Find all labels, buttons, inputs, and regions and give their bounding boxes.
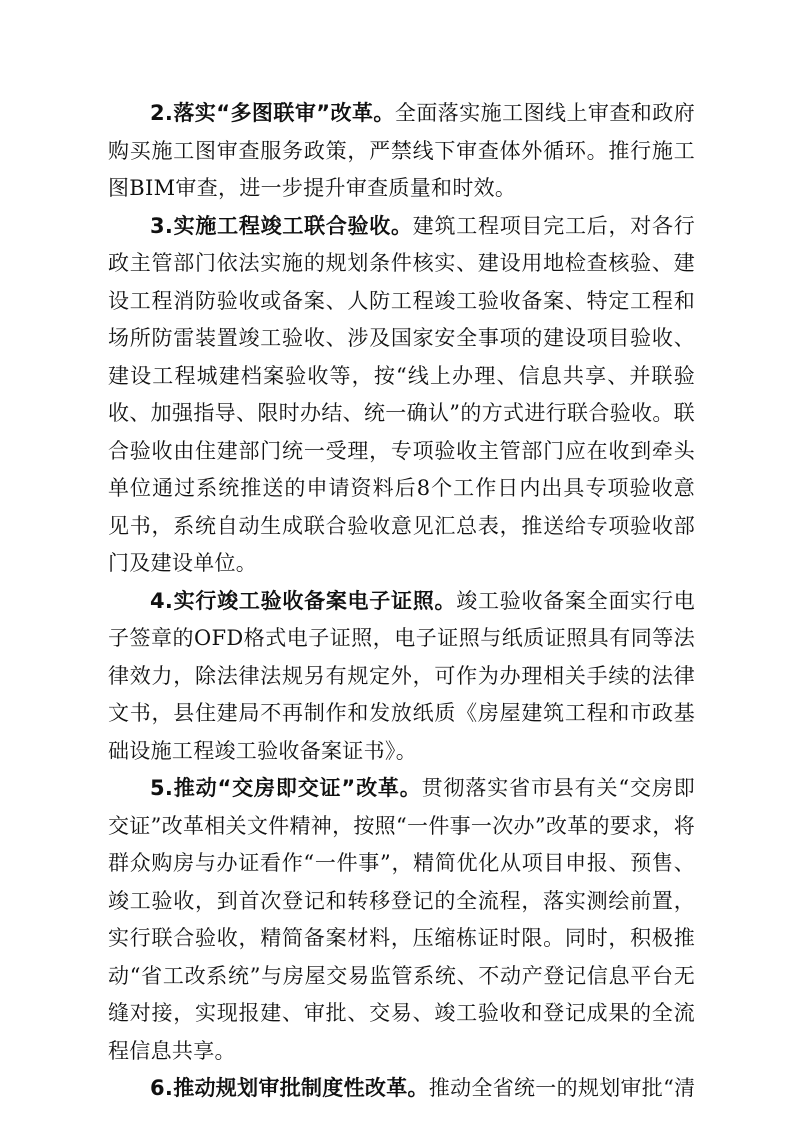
paragraph-handover-certificate xyxy=(108,770,695,1070)
paragraph-body: 竣工验收备案全面实行电子签章的OFD格式电子证照，电子证照与纸质证照具有同等法律效力，除法律法规另有规定外，可作为办理相关手续的法律文书，县住建局不再制作和发放纸质《房屋建筑工程和市政基础设施工程竣工验收备案证书》。 xyxy=(108,588,695,763)
paragraph-heading: 3.实施工程竣工联合验收。 xyxy=(150,213,413,238)
paragraph-multi-drawing-review xyxy=(108,95,695,208)
paragraph-heading: 4.实行竣工验收备案电子证照。 xyxy=(150,588,457,613)
paragraph-body: 贯彻落实省市县有关“交房即交证”改革相关文件精神，按照“一件事一次办”改革的要求，将群众购房与办证看作“一件事”，精简优化从项目申报、预售、竣工验收，到首次登记和转移登记的全流程，落实测绘前置，实行联合验收，精简备案材料，压缩栋证时限。同时，积极推动“省工改系统”与房屋交易监管系统、不动产登记信息平台无缝对接，实现报建、审批、交易、竣工验收和登记成果的全流程信息共享。 xyxy=(108,776,695,1063)
paragraph-body: 全面落实施工图线上审查和政府购买施工图审查服务政策，严禁线下审查体外循环。推行施工图BIM审查，进一步提升审查质量和时效。 xyxy=(108,101,695,200)
paragraph-joint-acceptance xyxy=(108,208,695,583)
paragraph-heading: 6.推动规划审批制度性改革。 xyxy=(150,1076,429,1100)
paragraph-electronic-certificate xyxy=(108,583,695,771)
paragraph-body: 推动全省统一的规划审批“清 xyxy=(428,1076,695,1100)
paragraph-body: 建筑工程项目完工后，对各行政主管部门依法实施的规划条件核实、建设用地检查核验、建设工程消防验收或备案、人防工程竣工验收备案、特定工程和场所防雷装置竣工验收、涉及国家安全事项的建设项目验收、建设工程城建档案验收等，按“线上办理、信息共享、并联验收、加强指导、限时办结、统一确认”的方式进行联合验收。联合验收由住建部门统一受理，专项验收主管部门应在收到牵头单位通过系统推送的申请资料后8个工作日内出具专项验收意见书，系统自动生成联合验收意见汇总表，推送给专项验收部门及建设单位。 xyxy=(108,213,695,575)
paragraph-planning-reform xyxy=(108,1070,695,1108)
paragraph-heading: 2.落实“多图联审”改革。 xyxy=(150,101,395,125)
paragraph-heading: 5.推动“交房即交证”改革。 xyxy=(150,776,422,800)
